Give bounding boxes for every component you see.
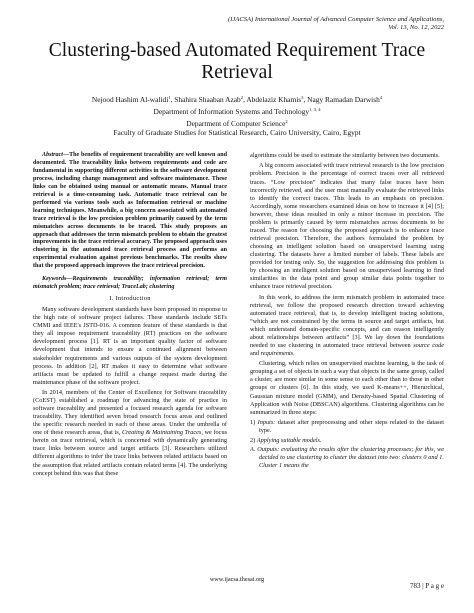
- author-4: , Nagy Ramadan Darwish: [303, 95, 380, 104]
- author-4-sup: 4: [379, 95, 383, 100]
- left-column: [33, 152, 227, 480]
- footer-url: www.ijacsa.thesai.org: [209, 576, 265, 583]
- title-line-2: Retrieval: [201, 62, 273, 83]
- author-block: [30, 93, 444, 138]
- author-2: , Shahira Shaaban Azab: [170, 95, 241, 104]
- author-1-sup: 1: [168, 95, 171, 100]
- affiliation-faculty: Faculty of Graduate Studies for Statistical Research, Cairo University, Cairo, Egypt: [113, 128, 361, 138]
- author-2-sup: 2: [240, 95, 244, 100]
- right-paragraph-1: A big concern associated with trace retrieval research is the low precision problem. Precision is the percentage of correct traces over all retrieved traces. “Low precision” indicates that many false traces have been incorrectly retrieved, and the user must manually evaluate the retrieved links to identify the correct traces. This leads to an emphasis on precision. Accordingly, some researchers examined ideas on how to increase it [4] [5]; however, these ideas resulted in only a minor increase in precision. The problem is primarily caused by term mismatches across documents to be traced. The reason for choosing the proposed approach is to enhance trace retrieval precision. Therefore, the authors formulated the problem by choosing an intelligent solution based on unsupervised learning using clustering. The datasets have a limited number of labels. These labels are provided for testing only. So, the suggestion for addressing this problem is by choosing an intelligent solution based on unsupervised learning to find similarities in the data point and group similar data points together to enhance trace retrieval precision.: [250, 162, 444, 291]
- right-paragraph-0: algorithms could be used to estimate the similarity between two documents.: [250, 152, 440, 159]
- affiliation-2: Department of Computer Science$^2$: [186, 118, 288, 128]
- section-heading-introduction: I. Introduction: [109, 295, 151, 303]
- right-paragraph-2: In this work, to address the term mismatch problem in automated trace retrieval, we follow the proposed research direction toward achieving automated trace retrieval, that is, to develop intelligent tracing solutions, “which are not constrained by the terms in source and target artifacts, but which understand domain-specific concepts, and can reason intelligently about relationships between artifacts” [3]. We lay down the foundations needed to use clustering in automated trace retrieval between source code and requirements.: [250, 293, 444, 357]
- intro-paragraph-2: In 2014, members of the Center of Excellence for Software traceability (CoEST) established a roadmap for advancing the state of practice in software traceability and presented a focused research agenda for software traceability. They identified seven broad research focus areas and outlined the specific research needed in each of these areas. Under the umbrella of one of these research areas, that is, Creating & Maintaining Traces, we focus herein on trace retrieval, which is concerned with dynamically generating trace links between source and target artifacts [3]. Researchers utilized different algorithms to infer the trace links between related artifacts based on the assumption that related artifacts contain related terms [4]. The underlying concept behind this was that these: [33, 389, 227, 477]
- author-3-sup: 3: [301, 95, 304, 100]
- abstract-lead: Abstract: [42, 152, 63, 158]
- author-names: [30, 93, 444, 105]
- keywords: [33, 276, 227, 292]
- right-column: [250, 152, 444, 472]
- journal-line-1: (IJACSA) International Journal of Advanced Computer Science and Applications,: [227, 16, 444, 23]
- list-item-2: 2) Applying suitable models.: [250, 436, 322, 444]
- intro-paragraph-1: Many software development standards have been proposed in response to the high rate of software project failures. These standards include SEI's CMMI and IEEE's JSTD-016. A common feature of these standards is that they all impose requirement traceability (RT) practices on the software development process [1]. RT is an important quality factor of software development that intends to ensure a continued alignment between stakeholder requirements and various outputs of the system development process. In addition [2], RT makes it easy to determine what software artifacts must be updated to fulfill a change request made during the maintenance phase of the software project.: [33, 306, 227, 386]
- abstract-body: —The benefits of requirement traceability are well known and documented. The traceability links between requirements and code are fundamental in supporting different activities in the software development process, including change management and software maintenance. These links can be obtained using manual or automatic means. Manual trace retrieval is a time-consuming task. Automatic trace retrieval can be performed via various tools such as Information retrieval or machine learning techniques. Meanwhile, a big concern associated with automated trace retrieval is the low precision problem primarily caused by the term mismatches across documents to be traced. This study proposes an approach that addresses the term mismatch problem to obtain the greatest improvements in the trace retrieval accuracy. The proposed approach uses clustering in the automated trace retrieval process and performs an experimental evaluation against previous benchmarks. The results show that the proposed approach improves the trace retrieval precision.: [33, 152, 227, 270]
- keywords-lead: Keywords—: [42, 276, 73, 283]
- keywords-body: Requirements traceability; information retrieval; term mismatch problem; trace retrieval; TraceLab; clustering: [33, 276, 227, 291]
- author-1: Nejood Hashim Al-walidi: [91, 95, 169, 104]
- title-line-1: Clustering-based Automated Requirement Trace: [48, 40, 426, 61]
- journal-line-2: Vol. 13, No. 12, 2022: [388, 24, 444, 32]
- paper-title: [30, 40, 444, 84]
- list-item-1: 1) Inputs: dataset after preprocessing and other steps related to the dataset type.: [250, 419, 445, 435]
- page-number: 783 | P a g e: [410, 582, 444, 590]
- author-3: , Abdelaziz Khamis: [243, 95, 302, 104]
- list-item-a: A. Outputs: evaluating the results after the clustering processes; for this, we decided to use clustering to cluster the dataset into two: clusters 0 and 1. Cluster 1 means the: [250, 446, 445, 470]
- journal-header: [144, 16, 444, 33]
- abstract: [33, 152, 227, 271]
- affiliation-1: Department of Information Systems and Technology$^{1, 3, 4}$: [153, 106, 321, 116]
- right-paragraph-3: Clustering, which relies on unsupervised machine learning, is the task of grouping a set of objects in such a way that objects in the same group, called a cluster, are more similar in some sense to each other than to those in other groups or clusters [6]. In this study, we used K-means++, Hierarchical, Gaussian mixture model (GMM), and Density-based Spatial Clustering of Application with Noise (DBSCAN) algorithms. Clustering algorithms can be summarized in three steps:: [250, 360, 444, 416]
